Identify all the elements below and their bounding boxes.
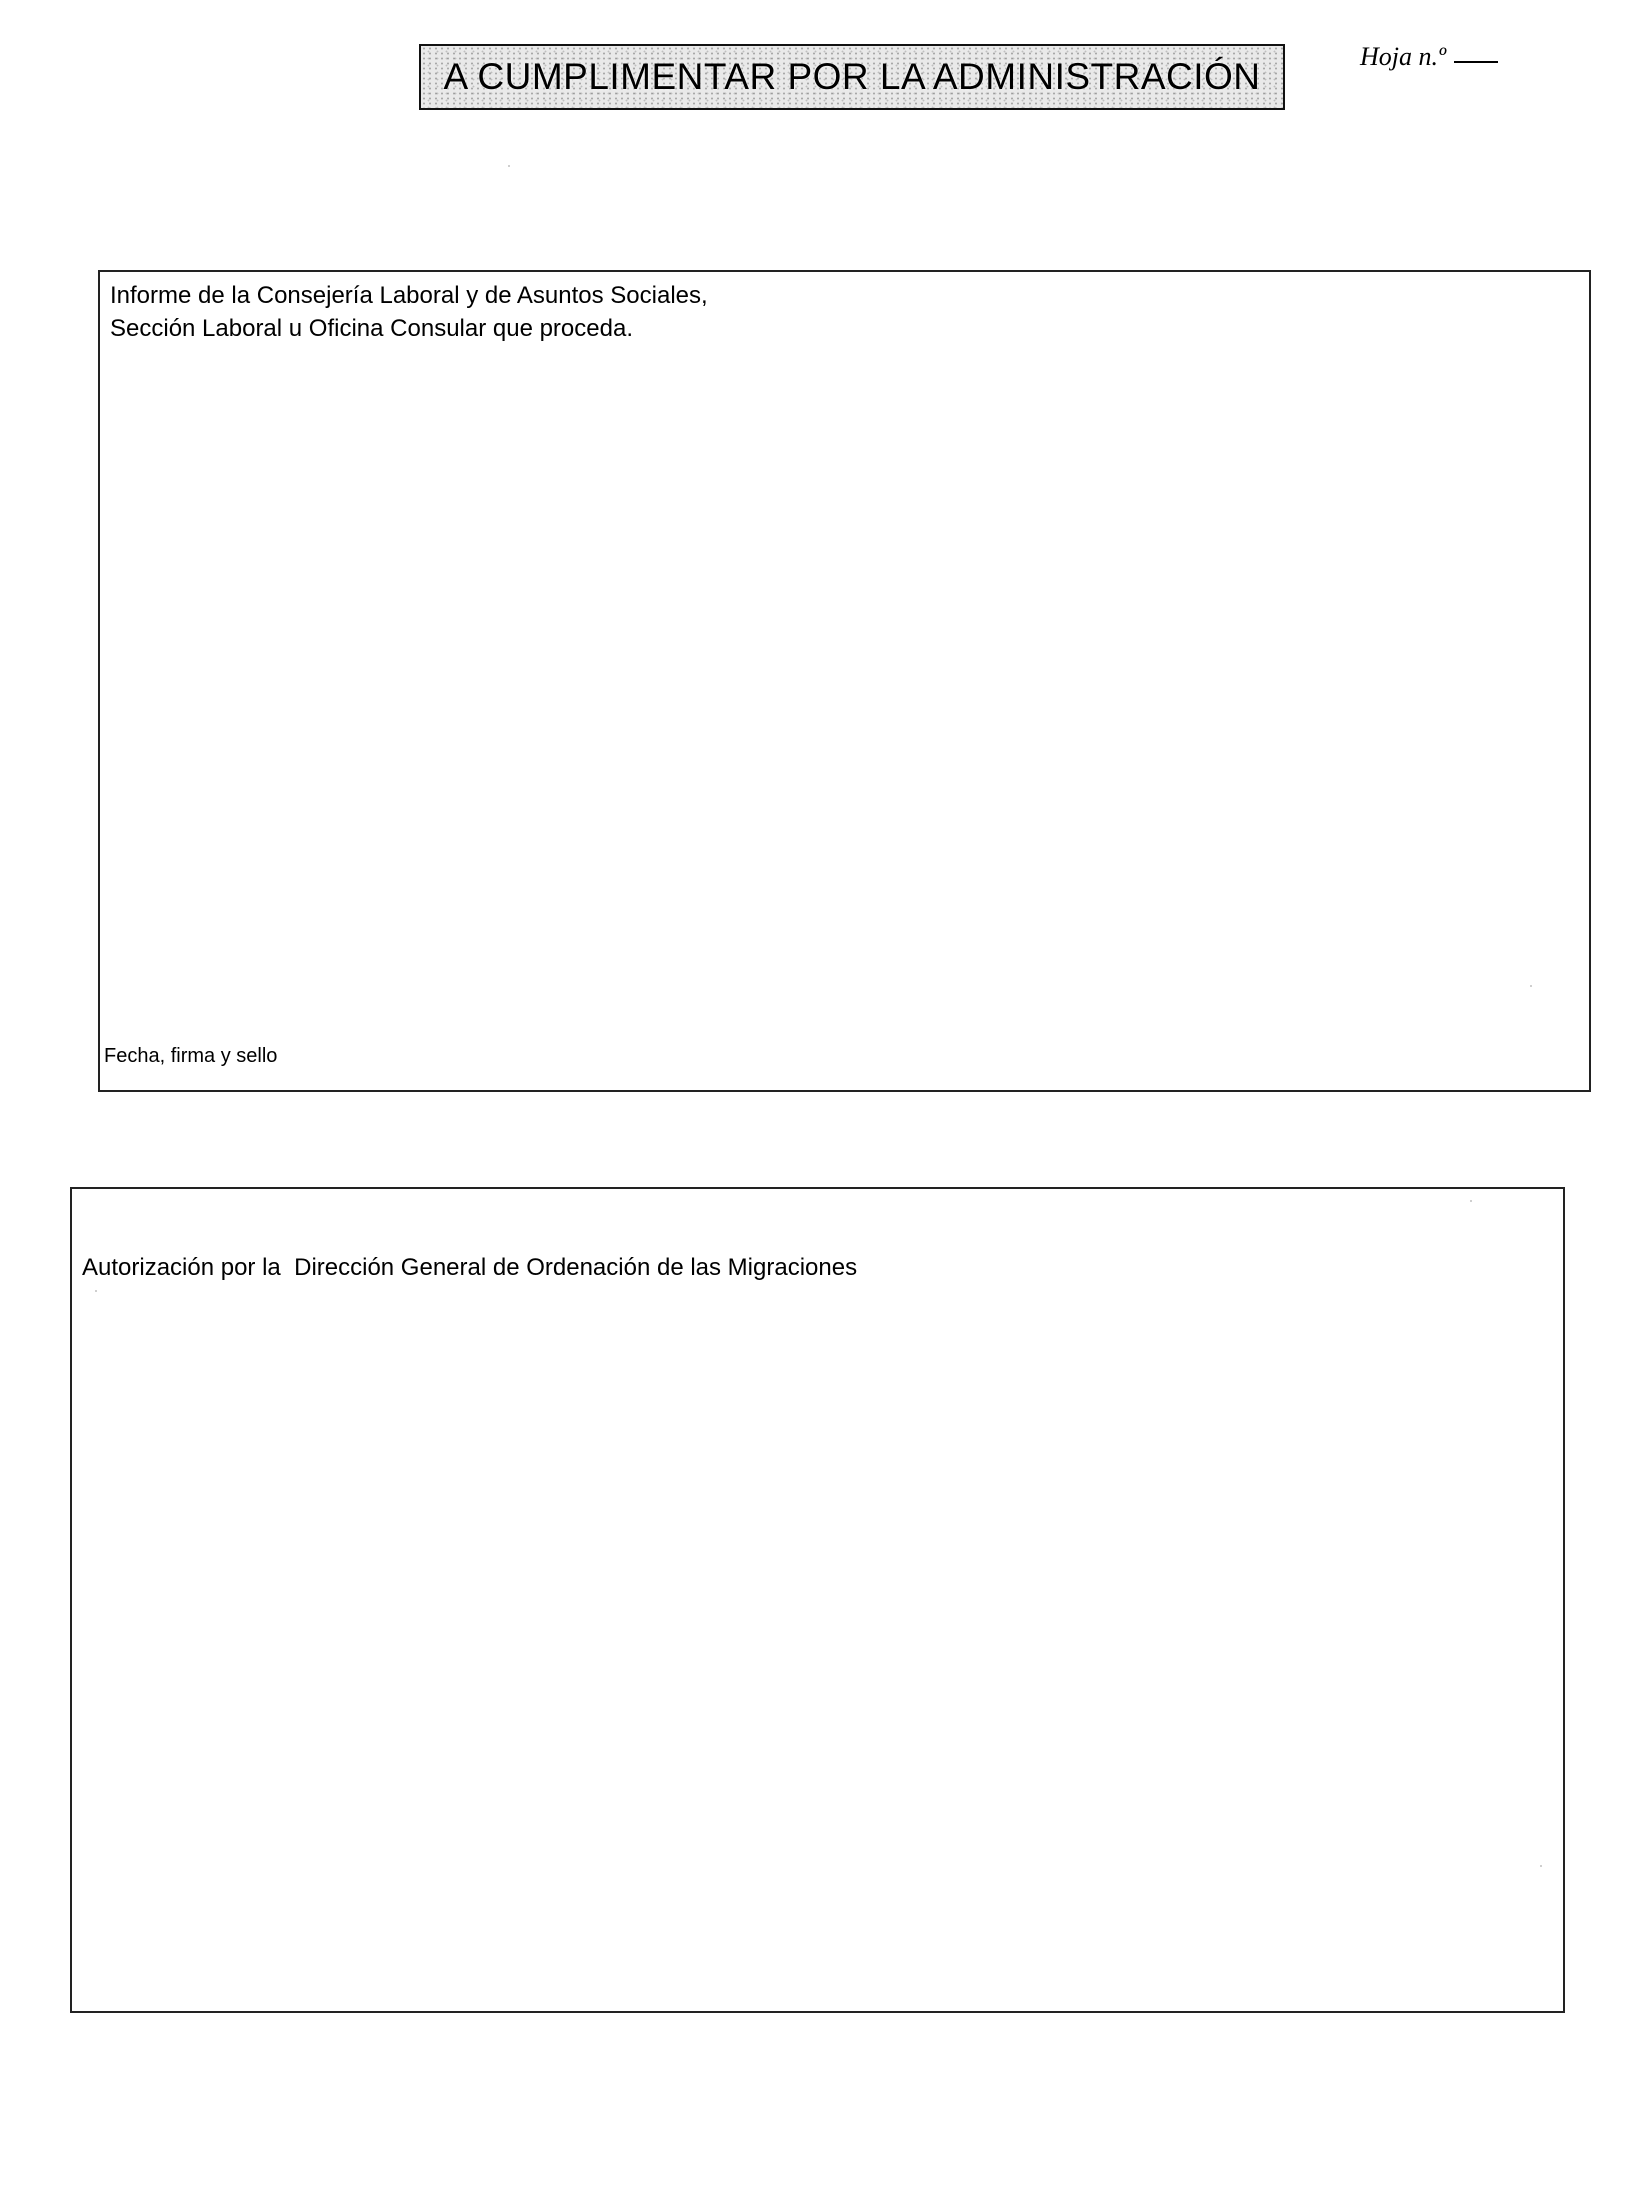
report-box[interactable] xyxy=(98,270,1591,1092)
scan-speck xyxy=(508,165,510,167)
scan-speck xyxy=(1470,1200,1472,1202)
sheet-number-label: Hoja n.º xyxy=(1360,42,1447,71)
administration-stamp xyxy=(419,44,1285,110)
report-heading-line1: Informe de la Consejería Laboral y de Asuntos Sociales, xyxy=(110,282,708,309)
sheet-number-blank[interactable] xyxy=(1454,61,1498,63)
stamp-title: A CUMPLIMENTAR POR LA ADMINISTRACIÓN xyxy=(443,56,1261,97)
authorization-heading: Autorización por la Dirección General de Ordenación de las Migraciones xyxy=(82,1254,858,1281)
sheet-number xyxy=(1360,42,1498,72)
authorization-box[interactable] xyxy=(70,1187,1565,2013)
report-heading-line2: Sección Laboral u Oficina Consular que proceda. xyxy=(110,315,633,342)
report-footer: Fecha, firma y sello xyxy=(104,1045,278,1067)
scan-speck xyxy=(1530,985,1532,987)
scan-speck xyxy=(1540,1865,1542,1867)
report-heading xyxy=(110,279,708,345)
scan-speck xyxy=(95,1290,97,1292)
